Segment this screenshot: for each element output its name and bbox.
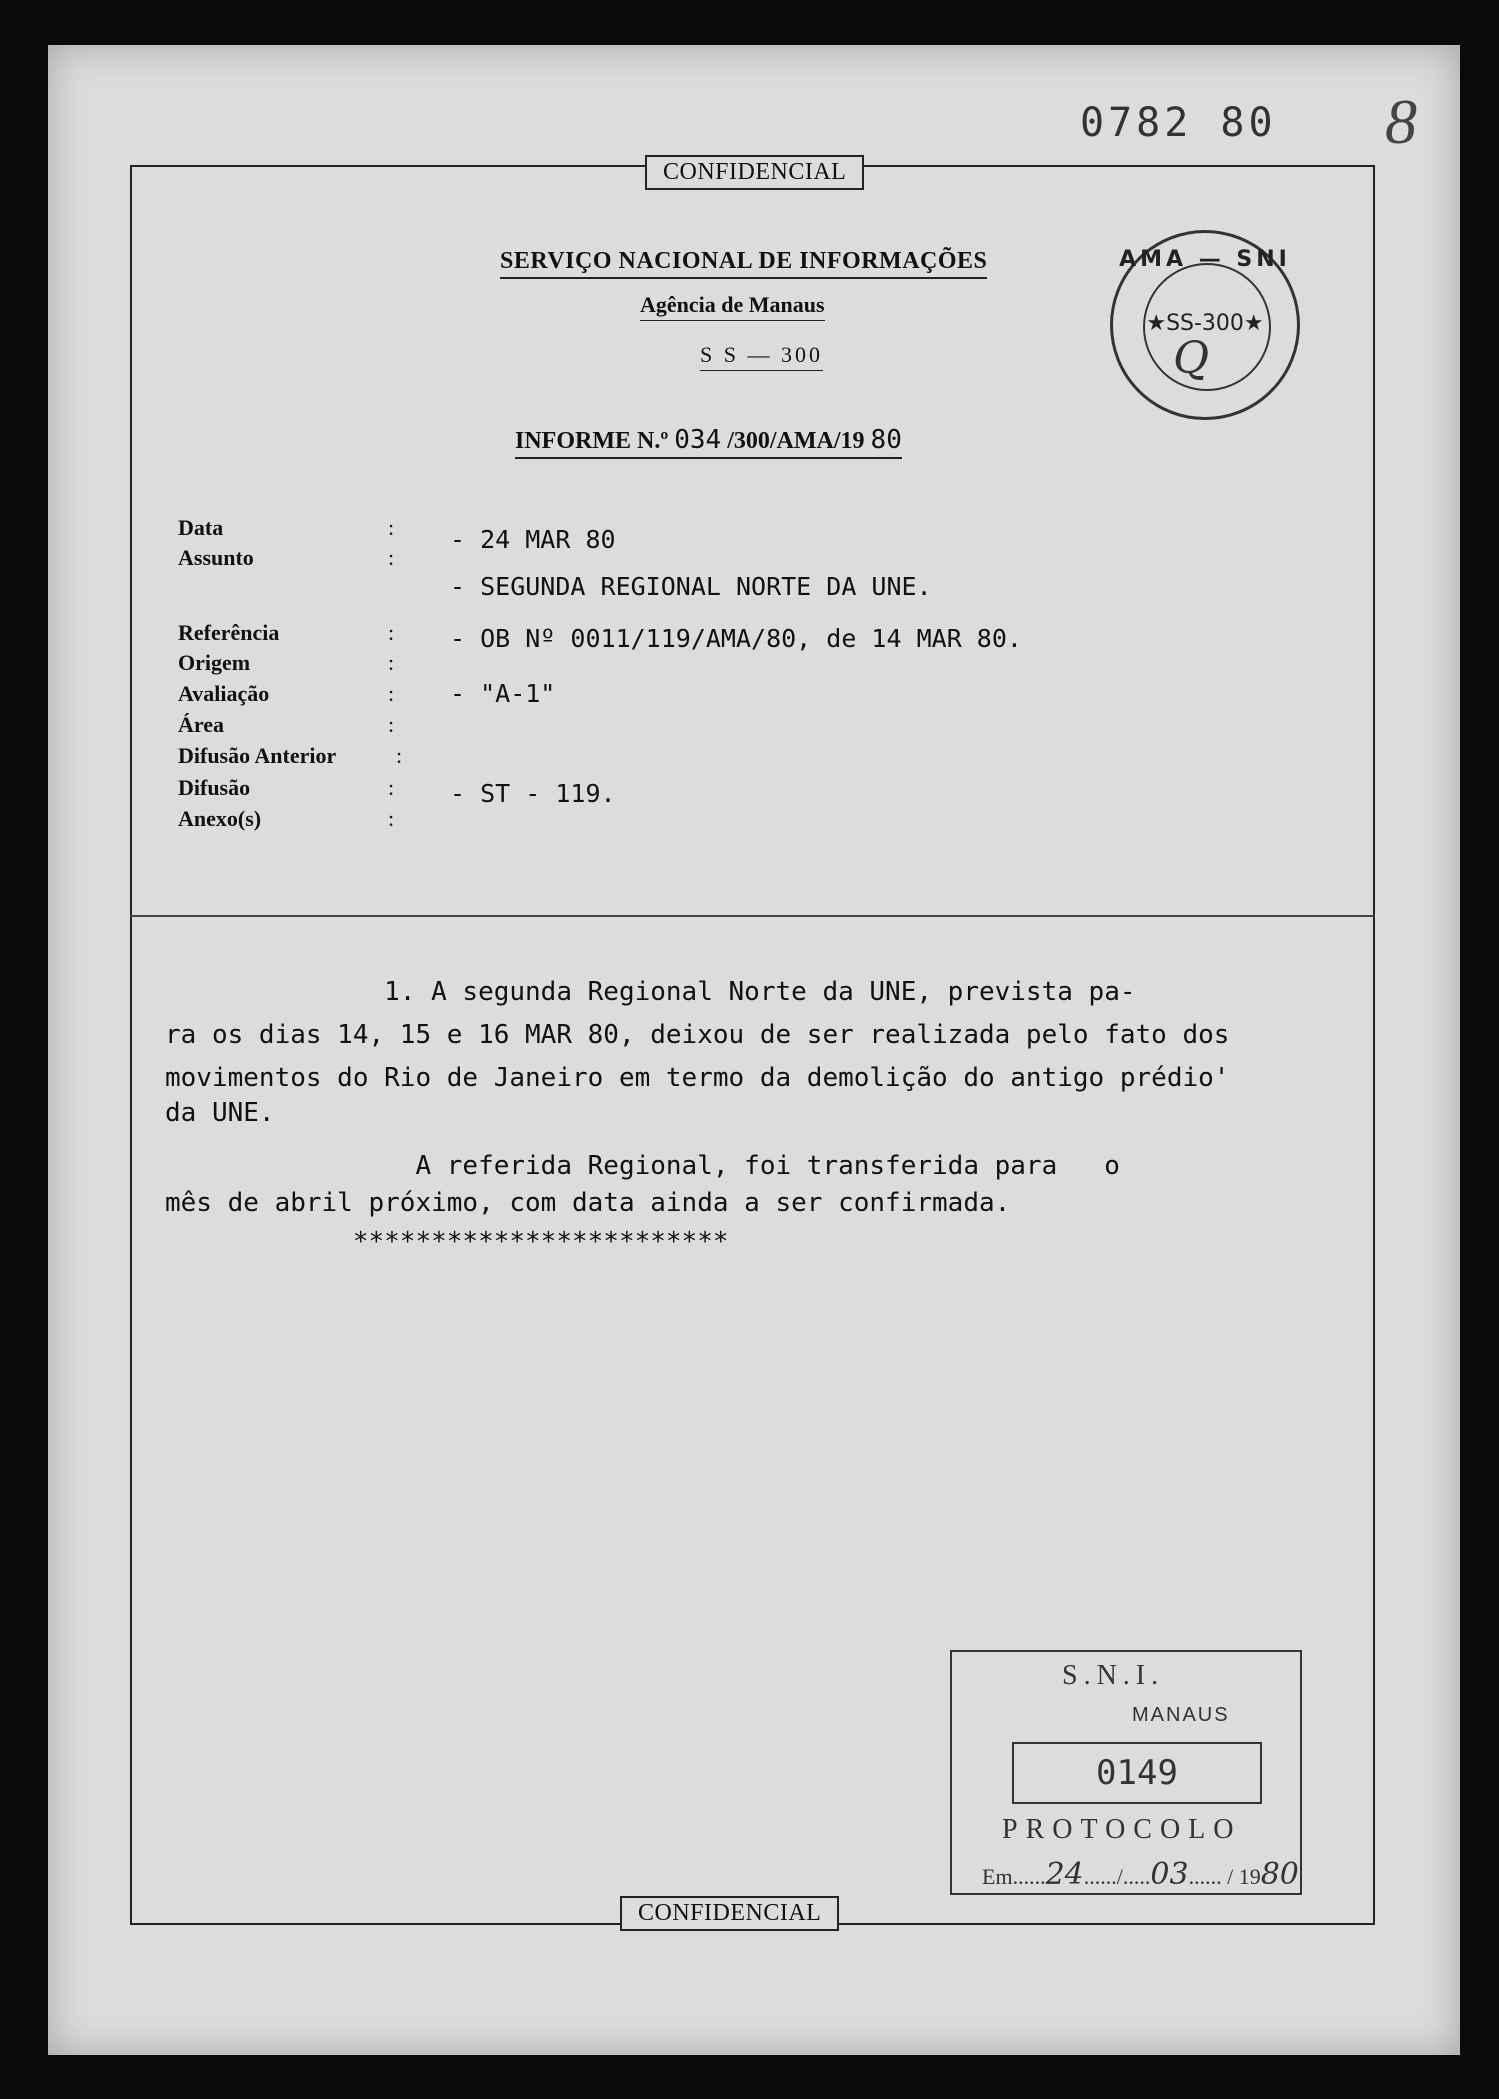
body-line: A referida Regional, foi transferida para o xyxy=(165,1151,1120,1181)
informe-number xyxy=(515,425,902,459)
body-line: ************************ xyxy=(165,1227,729,1257)
protocol-year-prefix: 19 xyxy=(1238,1864,1261,1889)
protocol-date: Em......24....../.....03...... / 1980 xyxy=(982,1857,1299,1892)
field-value: - OB Nº 0011/119/AMA/80, de 14 MAR 80. xyxy=(450,624,1022,653)
body-line: mês de abril próximo, com data ainda a ser confirmada. xyxy=(165,1188,1011,1218)
field-label: Anexo(s) xyxy=(178,806,262,831)
protocol-agency: S.N.I. xyxy=(1062,1660,1165,1691)
agency-branch: Agência de Manaus xyxy=(640,292,825,321)
informe-prefix: INFORME N.º xyxy=(515,428,669,454)
informe-suffix: /300/AMA/19 xyxy=(727,428,865,454)
body-line: da UNE. xyxy=(165,1098,275,1128)
classification-top: CONFIDENCIAL xyxy=(645,155,864,190)
field-value: - "A-1" xyxy=(450,679,556,708)
protocol-stamp xyxy=(950,1650,1302,1895)
field-value: - ST - 119. xyxy=(450,779,616,808)
protocol-city: MANAUS xyxy=(1132,1704,1230,1726)
informe-num: 034 xyxy=(674,425,722,455)
field-label: Origem xyxy=(178,650,251,675)
field-value: - SEGUNDA REGIONAL NORTE DA UNE. xyxy=(450,572,932,601)
agency-code: S S — 300 xyxy=(700,342,823,371)
body-line: movimentos do Rio de Janeiro em termo da demolição do antigo prédio' xyxy=(165,1063,1230,1093)
body-line: ra os dias 14, 15 e 16 MAR 80, deixou de ser realizada pelo fato dos xyxy=(165,1020,1230,1050)
field-value: - 24 MAR 80 xyxy=(450,525,616,554)
field-label: Difusão xyxy=(178,775,251,800)
page-mark: 8 xyxy=(1385,86,1417,157)
field-label: Assunto xyxy=(178,545,254,570)
informe-year: 80 xyxy=(870,425,902,455)
protocol-date-prefix: Em xyxy=(982,1864,1013,1889)
field-label: Área xyxy=(178,712,225,737)
body-line: 1. A segunda Regional Norte da UNE, prevista pa- xyxy=(165,977,1136,1007)
classification-bottom: CONFIDENCIAL xyxy=(620,1896,839,1931)
seal-ring-text: AMA — SNI xyxy=(1119,247,1291,272)
field-label: Avaliação xyxy=(178,681,270,706)
agency-title: SERVIÇO NACIONAL DE INFORMAÇÕES xyxy=(500,248,987,279)
field-label: Data xyxy=(178,515,224,540)
protocol-number: 0149 xyxy=(1012,1742,1262,1804)
field-label: Difusão Anterior xyxy=(178,743,337,768)
protocol-year: 80 xyxy=(1260,1857,1299,1892)
agency-seal-stamp xyxy=(1110,230,1300,420)
protocol-day: 24 xyxy=(1045,1857,1084,1892)
seal-signature: Q xyxy=(1173,333,1210,384)
protocol-month: 03 xyxy=(1150,1857,1189,1892)
seal-center-text: ★SS-300★ xyxy=(1146,311,1264,336)
section-divider xyxy=(130,915,1375,917)
reference-number: 0782 80 xyxy=(1080,100,1277,146)
protocol-title: PROTOCOLO xyxy=(1002,1814,1242,1845)
field-label: Referência xyxy=(178,620,280,645)
